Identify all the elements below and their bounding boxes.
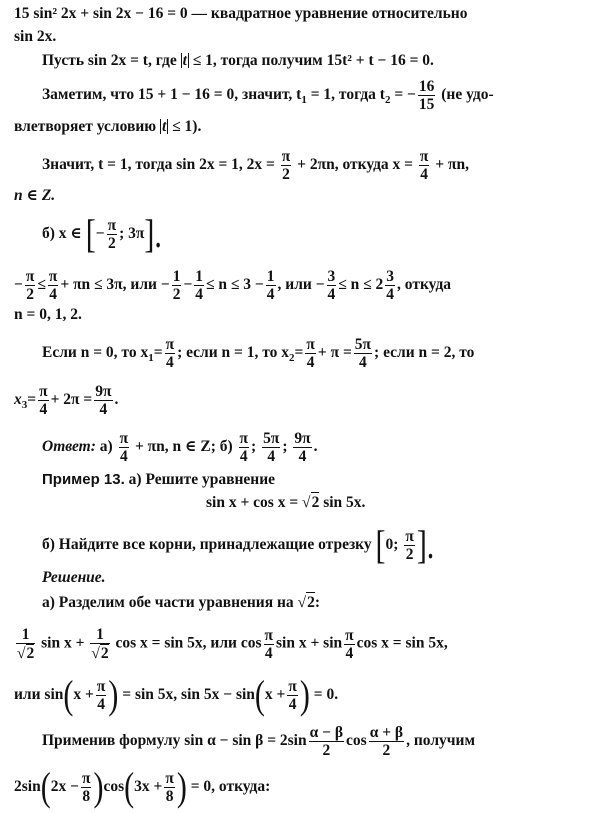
text: ;: [251, 438, 257, 456]
paren-right: ): [108, 672, 119, 718]
text: 2x −: [50, 778, 79, 796]
numerator: 5π: [263, 430, 280, 447]
example-equation: sin x + cos x = √2 sin 5x.: [206, 494, 366, 511]
bracket-left: [: [375, 522, 386, 568]
text: 2sin: [14, 778, 41, 796]
fraction: [344, 627, 355, 662]
line-condition: [14, 117, 201, 137]
numerator: π: [107, 217, 117, 234]
text: ≤: [37, 276, 46, 294]
text: .: [313, 438, 318, 456]
text: = −: [394, 86, 416, 104]
text: cos: [346, 732, 367, 750]
paren-left: (: [63, 672, 74, 718]
fraction: [262, 430, 280, 465]
numerator: π: [306, 336, 315, 353]
text: =: [153, 344, 163, 362]
subscript: 2: [384, 94, 391, 107]
denominator: 2: [382, 742, 391, 759]
subscript: 3: [21, 399, 28, 412]
text: =: [27, 391, 37, 409]
numerator: π: [81, 770, 91, 787]
denominator: 15: [418, 96, 435, 113]
text: Значит, t = 1, тогда sin 2x = 1, 2x =: [42, 156, 275, 174]
text: = sin 5x, sin 5x − sin: [122, 686, 255, 704]
denominator: 4: [420, 166, 429, 183]
paren-left: (: [40, 764, 51, 810]
numerator: 1: [90, 626, 109, 644]
text: 3x +: [134, 778, 163, 796]
text: −: [14, 276, 23, 294]
denominator: 4: [359, 354, 367, 371]
denominator: 4: [298, 448, 307, 465]
bracket-left: [: [85, 211, 96, 257]
text: влетворяет условию: [14, 118, 157, 135]
fraction: [419, 148, 430, 183]
numerator: π: [39, 383, 48, 400]
denominator: 8: [165, 788, 174, 805]
numerator: π: [96, 678, 106, 695]
text: Решение.: [42, 569, 106, 586]
numerator: 3: [386, 268, 395, 285]
fraction: [287, 678, 298, 713]
fraction: [266, 268, 276, 303]
numerator: π: [165, 336, 175, 353]
fraction: [369, 724, 404, 759]
numerator: 9π: [95, 383, 112, 400]
denominator: 4: [266, 286, 275, 303]
text: (не удо-: [441, 86, 494, 104]
line-inequality: [14, 268, 451, 303]
text: , получим: [406, 732, 476, 750]
text: , откуда: [397, 276, 452, 294]
text: или sin: [14, 686, 64, 704]
task-a: а) Решите уравнение: [128, 471, 276, 488]
line-answer: [42, 430, 317, 465]
text: Применив формулу sin α − sin β = 2sin: [42, 732, 307, 750]
denominator: 4: [97, 696, 105, 713]
fraction: [107, 217, 118, 252]
example-title: Пример 13.: [42, 471, 125, 488]
text: = 0, откуда:: [190, 778, 271, 796]
numerator: π: [119, 430, 129, 447]
answer-label: Ответ:: [42, 438, 96, 456]
text: x +: [73, 686, 94, 704]
denominator: 2: [282, 166, 290, 183]
abs-t: t: [182, 52, 187, 69]
text: ; если n = 1, то x: [177, 344, 290, 362]
subscript: 1: [148, 352, 154, 365]
numerator: α + β: [369, 724, 404, 741]
text: Пусть sin 2x = t, где: [42, 52, 177, 69]
solution-step1: а) Разделим обе части уравнения на √2:: [42, 594, 320, 611]
numerator: π: [405, 528, 414, 545]
paren-left: (: [254, 672, 265, 718]
text: Заметим, что 15 + 1 − 16 = 0, значит, t: [42, 86, 302, 104]
fraction: [165, 336, 176, 371]
example-task-b: [42, 522, 435, 568]
subscript: 2: [289, 352, 295, 365]
line-sin2x: [14, 27, 56, 47]
numerator: π: [48, 268, 58, 285]
abs-t: t: [161, 118, 167, 135]
solution-label: [42, 568, 106, 588]
denominator: 2: [405, 546, 414, 563]
text: 0;: [385, 536, 399, 554]
text: а): [99, 438, 113, 456]
sqrt-radicand: 2: [311, 494, 320, 511]
fraction: [38, 383, 49, 418]
paren-right: ): [93, 764, 104, 810]
denominator: 2: [26, 645, 35, 662]
subscript: 1: [301, 94, 307, 107]
text: а) Разделим обе части уравнения на: [42, 594, 294, 611]
line-interval-b: [42, 211, 162, 257]
fraction: [418, 78, 436, 113]
numerator: α − β: [309, 724, 344, 741]
paren-left: (: [124, 764, 135, 810]
denominator: 2: [100, 645, 109, 662]
denominator: 4: [39, 401, 48, 418]
denominator: 4: [386, 286, 395, 303]
numerator: π: [281, 148, 291, 165]
fraction: [305, 336, 316, 371]
bracket-right: ].: [416, 522, 435, 568]
numerator: 1: [266, 268, 275, 285]
fraction: [164, 770, 175, 805]
denominator: 2: [172, 286, 181, 303]
line-n-values: [14, 305, 82, 325]
fraction: [354, 336, 372, 371]
text: sin 2x.: [14, 28, 57, 45]
paren-right: ): [176, 764, 187, 810]
denominator: 4: [165, 354, 174, 371]
text: x +: [264, 686, 286, 704]
fraction: [172, 268, 182, 303]
numerator: π: [419, 148, 429, 165]
denominator: 4: [195, 286, 204, 303]
denominator: 8: [82, 788, 91, 805]
text: 15 sin² 2x + sin 2x − 16 = 0 — квадратное уравнение относительно: [14, 5, 468, 22]
numerator: π: [288, 678, 297, 695]
fraction: [96, 678, 107, 713]
numerator: π: [239, 430, 249, 447]
fraction: [309, 724, 344, 759]
numerator: π: [165, 770, 174, 787]
text: x: [14, 391, 22, 409]
fraction: [385, 268, 395, 303]
line-quadratic-equation: [14, 4, 467, 24]
denominator: 4: [345, 644, 354, 662]
text: ≤ 1, тогда получим 15t² + t − 16 = 0.: [192, 52, 434, 69]
denominator: 4: [239, 448, 248, 465]
fraction: [194, 268, 204, 303]
text: + πn, n ∈ Z; б): [134, 438, 233, 456]
task-b: б) Найдите все корни, принадлежащие отрезку: [42, 536, 372, 554]
fraction: $\frac{1}{√2}$: [91, 626, 109, 662]
denominator: 4: [264, 644, 273, 662]
text: Если n = 0, то x: [42, 344, 149, 362]
text: ; 3π: [119, 225, 145, 243]
text: = 0.: [313, 686, 339, 704]
text: ;: [282, 438, 288, 456]
sqrt-radicand: 2: [307, 594, 315, 611]
fraction: [81, 770, 92, 805]
text: :: [314, 594, 320, 611]
fraction: [94, 383, 112, 418]
numerator: 1: [195, 268, 204, 285]
text: sin x +: [41, 634, 85, 652]
text: cos x = sin 5x, или cos: [115, 634, 262, 652]
numerator: 9π: [294, 430, 311, 447]
text: sin x + sin: [276, 634, 343, 652]
text: n = 0, 1, 2.: [14, 306, 82, 323]
text: + πn,: [435, 156, 469, 174]
text: + πn ≤ 3π, или −: [60, 276, 170, 294]
fraction: [239, 430, 250, 465]
text: ≤ 1).: [172, 118, 202, 135]
numerator: π: [345, 626, 354, 644]
fraction: [264, 627, 275, 662]
fraction: [293, 430, 311, 465]
denominator: 4: [99, 401, 108, 418]
numerator: 16: [418, 78, 435, 95]
text: + π =: [317, 344, 352, 362]
numerator: 3: [327, 268, 336, 285]
fraction: [48, 268, 59, 303]
denominator: 4: [288, 696, 297, 713]
text: = 1, тогда t: [310, 86, 385, 104]
line-substitution: [42, 51, 434, 71]
numerator: 1: [172, 268, 181, 285]
text: + 2πn, откуда x =: [297, 156, 414, 174]
solution-step3: [14, 672, 339, 718]
numerator: π: [25, 268, 35, 285]
solution-step4: [42, 724, 475, 759]
denominator: 2: [26, 286, 34, 303]
fraction: $\frac{1}{√2}$: [17, 626, 35, 662]
denominator: 2: [107, 235, 116, 252]
line-cases: [42, 336, 474, 371]
text: −: [183, 276, 193, 294]
numerator: 5π: [354, 336, 372, 353]
denominator: 4: [119, 448, 128, 465]
fraction: [404, 528, 415, 563]
text: ≤ n ≤ 3 −: [206, 276, 264, 294]
text: ; если n = 2, то: [374, 344, 475, 362]
numerator: π: [264, 626, 273, 644]
text: =: [294, 344, 304, 362]
line-roots: [42, 78, 494, 113]
bracket-right: ].: [144, 211, 162, 257]
line-n-in-z: [14, 186, 55, 206]
solution-step5: [14, 764, 271, 810]
solution-step2: [14, 626, 448, 662]
text: cos x = sin 5x,: [356, 634, 448, 652]
text: ≤ n ≤ 2: [338, 276, 384, 294]
text: sin 5x.: [323, 494, 366, 511]
fraction: [25, 268, 36, 303]
line-solution-x: [42, 148, 469, 183]
denominator: 4: [327, 286, 336, 303]
text: .: [114, 391, 119, 409]
text: n ∈ Z.: [14, 187, 56, 204]
text: sin x + cos x =: [206, 494, 299, 511]
text: б) x ∈: [42, 225, 82, 243]
denominator: 4: [267, 448, 276, 465]
denominator: 4: [306, 354, 315, 371]
text: cos: [103, 778, 125, 796]
example-heading: [42, 470, 275, 490]
text: −: [95, 225, 105, 243]
line-x3: [14, 383, 118, 418]
text: , или −: [277, 276, 325, 294]
text: + 2π =: [50, 391, 93, 409]
denominator: 4: [49, 286, 57, 303]
denominator: 2: [322, 742, 331, 759]
fraction: [119, 430, 130, 465]
fraction: [281, 148, 292, 183]
paren-right: ): [299, 672, 310, 718]
numerator: 1: [16, 626, 35, 644]
fraction: [327, 268, 337, 303]
